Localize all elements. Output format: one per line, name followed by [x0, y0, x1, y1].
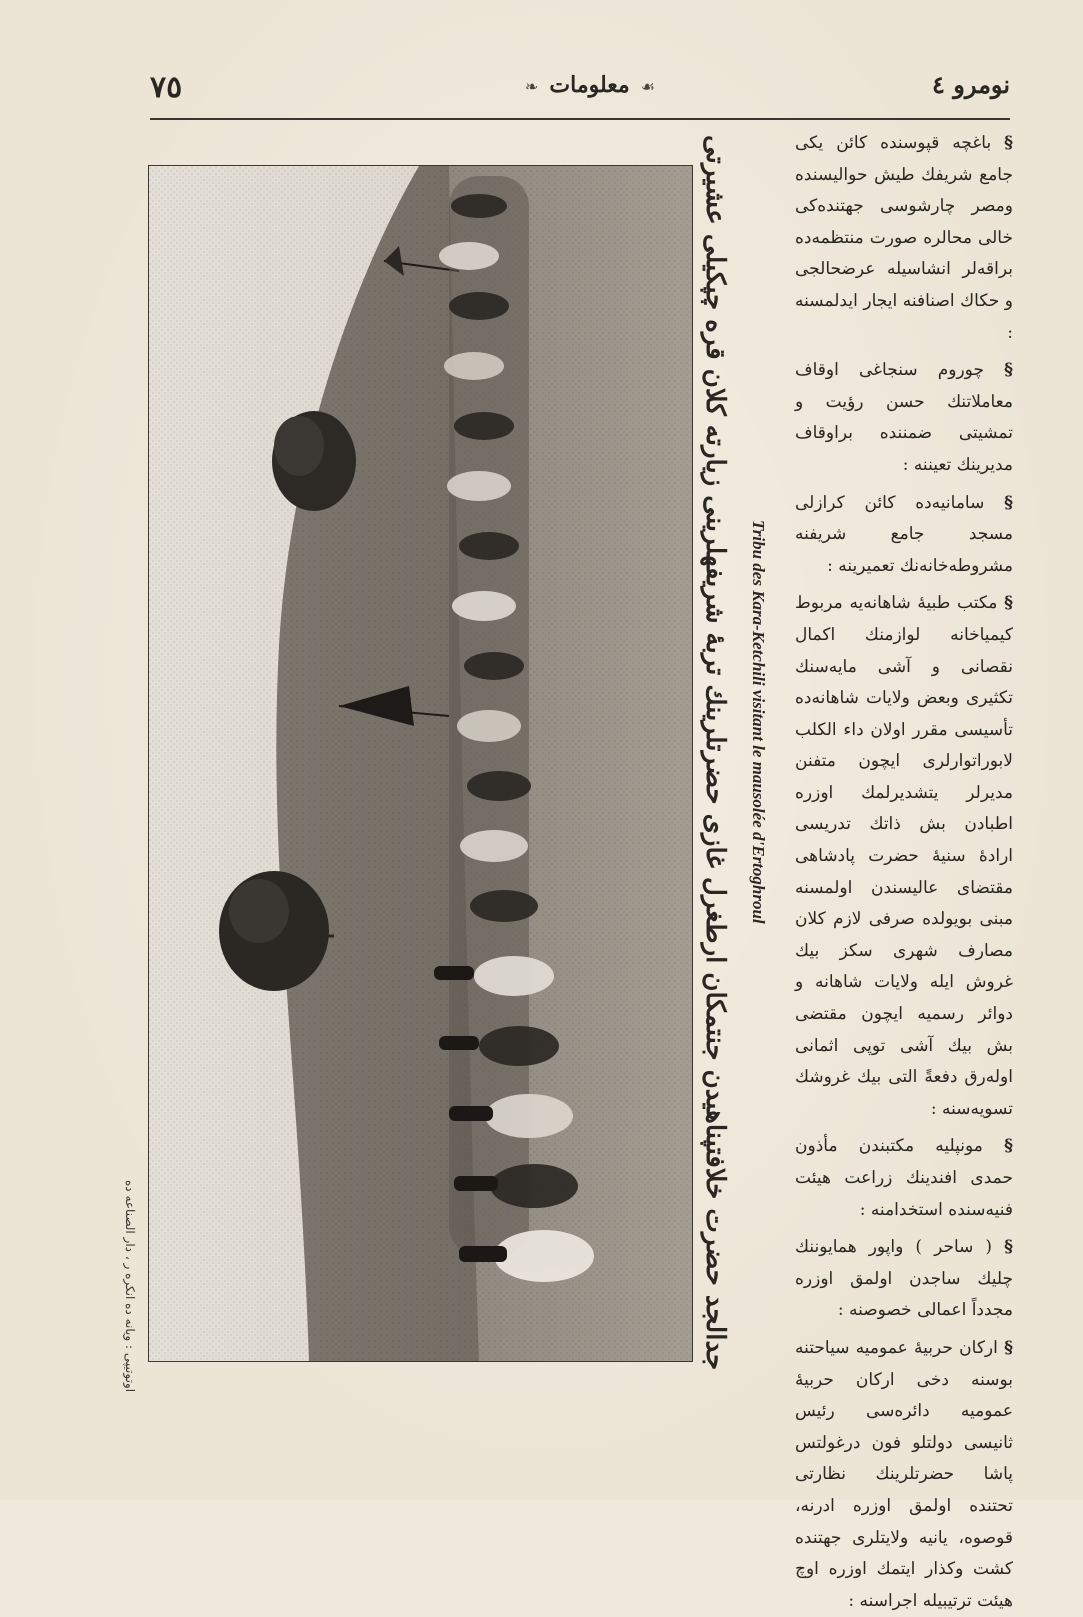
section-sign-icon: §: [1004, 1337, 1014, 1358]
photo-credit: اوتوتیپی : ویانه ده انكره ر ، دار الصناعه ده: [123, 1180, 137, 1393]
article-6: [795, 1232, 1013, 1327]
photograph: [148, 165, 693, 1362]
journal-title-block: [510, 72, 670, 98]
article-5: [795, 1131, 1013, 1226]
article-text: باغچه قپوسنده كائن یكی جامع شریفك طیش حوالیسنده ومصر چارشوسی جهتنده‌كی خالی محالره صورت منتظمه‌ده براقه‌لر انشاسیله عرضحالجی و حكاك اصنافنه ایجار ایدلمسنه :: [795, 133, 1013, 343]
header-rule: [150, 118, 1010, 120]
section-sign-icon: §: [1004, 1237, 1013, 1258]
article-text: مونپلیه مكتبندن مأذون حمدی افندینك زراعت هیئت فنیه‌سنده استخدامنه :: [795, 1136, 1013, 1220]
article-3: [795, 488, 1013, 583]
section-sign-icon: §: [1004, 1136, 1013, 1157]
ornament-left-icon: ❧: [524, 77, 539, 96]
page-number: ٧٥: [150, 70, 183, 105]
article-4: [795, 588, 1013, 1125]
issue-number: نومرو ٤: [931, 70, 1010, 99]
section-sign-icon: §: [1004, 593, 1013, 614]
article-7: [795, 1333, 1013, 1617]
photo-caption-turkish: جدالجد حضرت خلافتپناهیدن جنتمكان ارطغرل غازی حضرتلرینك تربهٔ شریفهلرینی زیارته كلان قره چپكیلی عشیرتی: [700, 134, 730, 1370]
page-header: [150, 70, 1010, 120]
section-sign-icon: §: [1004, 492, 1013, 513]
journal-title: معلومات: [549, 72, 630, 98]
photo-caption-french: Tribu des Kara-Ketchili visitant le mausolée d'Ertoghroul: [749, 520, 768, 924]
article-text: سامانیه‌ده كائن كرازلی مسجد جامع شریفنه مشروطه‌خانه‌نك تعمیرینه :: [795, 492, 1013, 576]
ornament-right-icon: ☙: [640, 77, 656, 96]
section-sign-icon: §: [1004, 360, 1013, 381]
section-sign-icon: §: [1004, 133, 1013, 153]
tree-upper: [272, 411, 356, 511]
photograph-image: [149, 166, 692, 1361]
article-text: مكتب طبیهٔ شاهانه‌یه مربوط كیمیاخانه لوازمنك اكمال نقصانی و آشی مایه‌سنك تكثیری وبعض ولایات شاهانه‌ده تأسیسی مقرر اولان داء الكلب لابوراتوارلری ایچون متفنن مدیرلر یتشدیرلمك اوزره اطبادن بش ذاتك تدریسی ارادهٔ سنیهٔ حضرت پادشاهی مقتضای عالیسندن اولمسنه مبنی بویولده صرفی لازم كلان مصارف شهری سكز بیك غروش ایله ولایات شاهانه و دوائر رسمیه ایچون مقتضی بش بیك آشی توپی اثمانی اوله‌رق دفعةً التی بیك غروشك تسویه‌سنه :: [795, 593, 1013, 1119]
article-2: [795, 355, 1013, 481]
text-column: [795, 128, 1014, 1611]
article-text: چوروم سنجاغی اوقاف معاملاتنك حسن رؤیت و تمشیتی ضمننده براوقاف مدیرینك تعیننه :: [795, 360, 1013, 475]
article-text: اركان حربیهٔ عمومیه سیاحتنه بوسنه دخی اركان حربیهٔ عمومیه دائره‌سی رئیس ثانیسی دولتلو فون درغولتس پاشا حضرتلرینك نظارتی تحتنده اولمق اوزره ادرنه، قوصوه، یانیه ولایتلری جهتنده كشت وكذار ایتمك اوزره اوچ هیئت ترتیبیله اجراسنه :: [795, 1337, 1013, 1611]
article-1: [795, 128, 1013, 349]
article-text: ( ساحر ) واپور همایوننك چلیك ساجدن اولمق اوزره مجدداً اعمالی خصوصنه :: [795, 1237, 1013, 1321]
